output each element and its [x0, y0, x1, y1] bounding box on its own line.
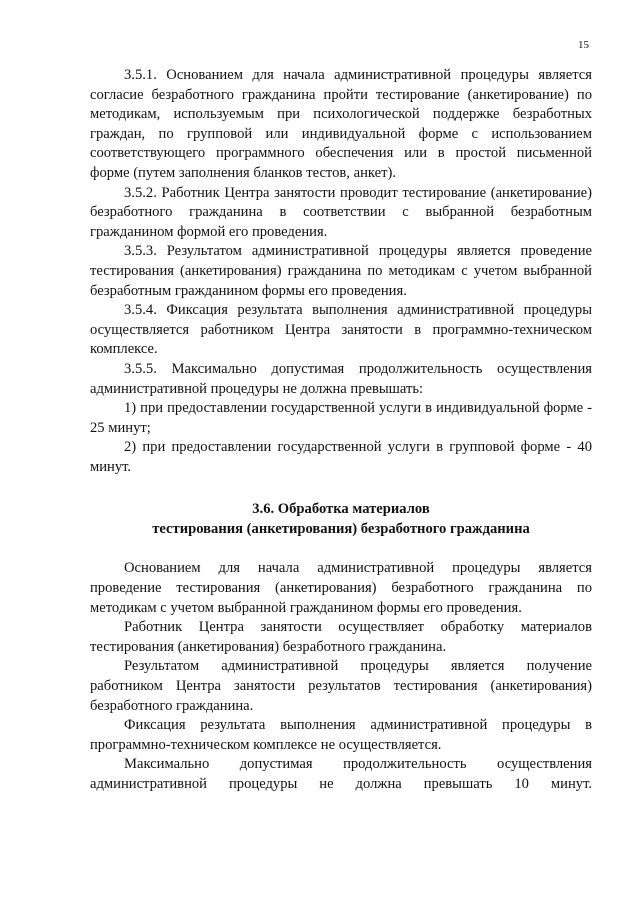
document-body [90, 66, 592, 795]
paragraph-3-6-duration: Максимально допустимая продолжительность осуществления административной процедуры не должна превышать 10 минут. [90, 756, 592, 792]
paragraph-3-5-3: 3.5.3. Результатом административной процедуры является проведение тестирования (анкетирования) гражданина по методикам с учетом выбранной безработным гражданином формы его проведения. [90, 243, 592, 299]
paragraph-3-5-1: 3.5.1. Основанием для начала административной процедуры является согласие безработного гражданина пройти тестирование (анкетирование) по методикам, используемым при психологической поддержке безработных граждан, по групповой или индивидуальной форме с использованием соответствующего программного обеспечения или в простой письменной форме (путем заполнения бланков тестов, анкет). [90, 67, 592, 181]
page-number: 15 [578, 39, 589, 51]
list-item-individual: 1) при предоставлении государственной услуги в индивидуальной форме - 25 минут; [90, 400, 592, 436]
paragraph-3-5-2: 3.5.2. Работник Центра занятости проводит тестирование (анкетирование) безработного гражданина в соответствии с выбранной безработным гражданином формой его проведения. [90, 184, 592, 240]
list-item-group: 2) при предоставлении государственной услуги в групповой форме - 40 минут. [90, 439, 592, 475]
paragraph-3-6-result: Результатом административной процедуры является получение работником Центра занятости результатов тестирования (анкетирования) безработного гражданина. [90, 658, 592, 714]
heading-line-1: 3.6. Обработка материалов [252, 501, 430, 518]
heading-line-2: тестирования (анкетирования) безработного гражданина [152, 521, 530, 538]
paragraph-3-6-basis: Основанием для начала административной процедуры является проведение тестирования (анкетирования) безработного гражданина по методикам с учетом выбранной гражданином формы его проведения. [90, 560, 592, 616]
section-heading-3-6 [90, 499, 592, 539]
paragraph-3-6-fixation: Фиксация результата выполнения административной процедуры в программно-техническом комплексе не осуществляется. [90, 717, 592, 753]
paragraph-3-5-4: 3.5.4. Фиксация результата выполнения административной процедуры осуществляется работником Центра занятости в программно-техническом комплексе. [90, 302, 592, 358]
paragraph-3-5-5: 3.5.5. Максимально допустимая продолжительность осуществления административной процедуры не должна превышать: [90, 360, 592, 397]
paragraph-3-6-processing: Работник Центра занятости осуществляет обработку материалов тестирования (анкетирования) безработного гражданина. [90, 619, 592, 655]
